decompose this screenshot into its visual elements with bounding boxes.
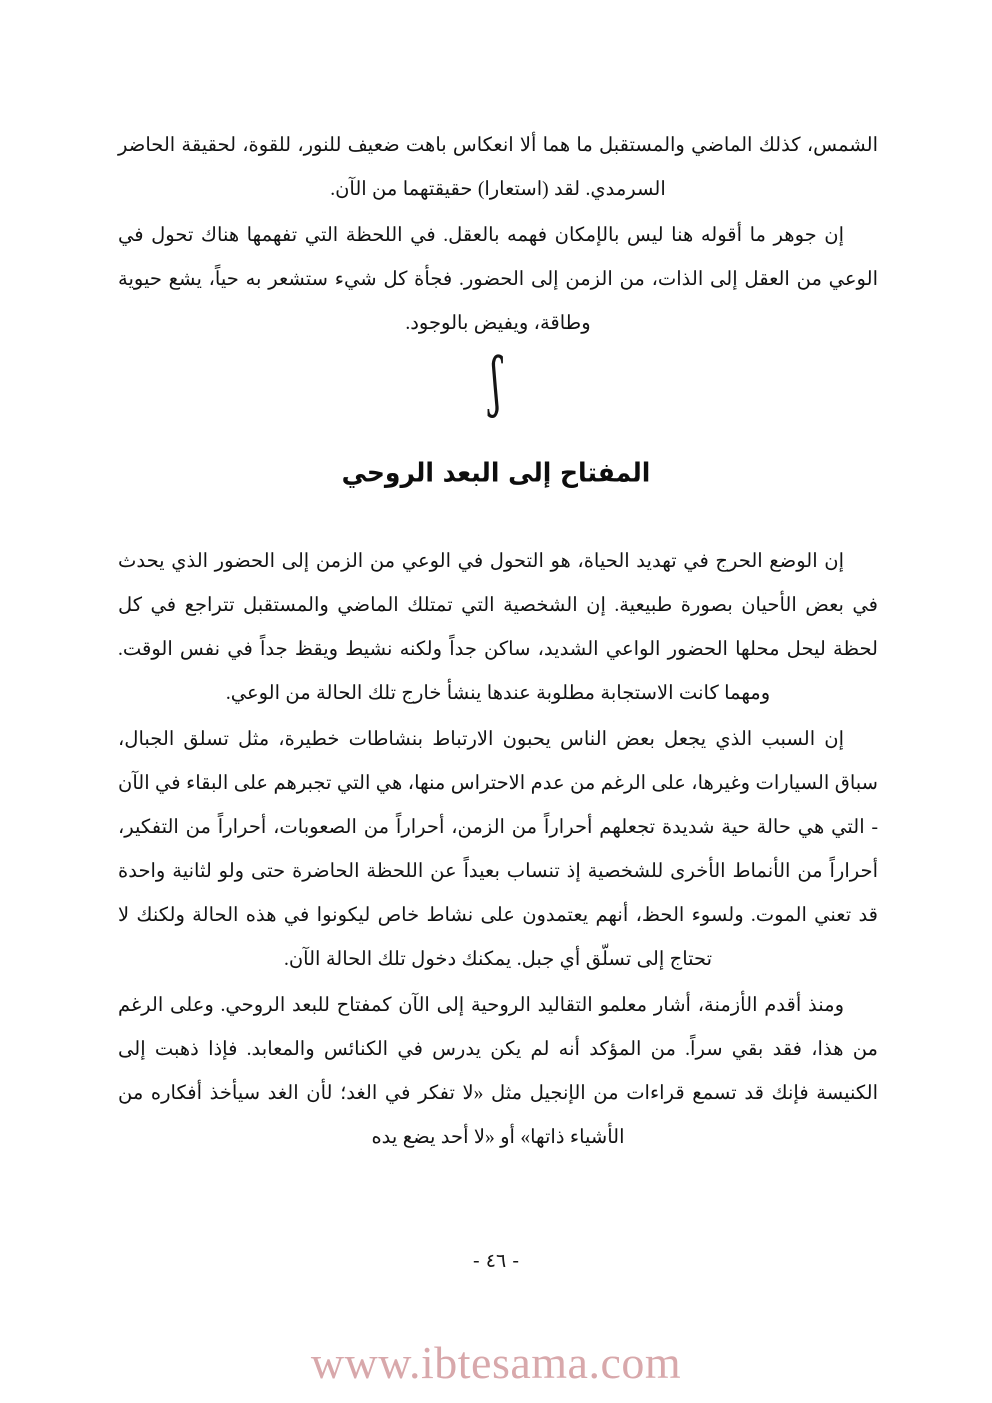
page-number: - ٤٦ - [472, 1250, 520, 1272]
page-text-block-lower [118, 540, 878, 1162]
calligraphic-divider-icon: ʃ [491, 342, 501, 420]
paragraph-2: إن جوهر ما أقوله هنا ليس بالإمكان فهمه بالعقل. في اللحظة التي تفهمها هناك تحول في الوعي من العقل إلى الذات، من الزمن إلى الحضور. فجأة كل شيء ستشعر به حياً، يشع حيوية وطاقة، ويفيض بالوجود. [118, 225, 878, 334]
section-ornament [0, 342, 992, 420]
section-heading [0, 458, 992, 487]
paragraph-4: إن السبب الذي يجعل بعض الناس يحبون الارتباط بنشاطات خطيرة، مثل تسلق الجبال، سباق السيارات وغيرها، على الرغم من عدم الاحتراس منها، هي التي تجبرهم على البقاء في الآن - التي هي حالة حية شديدة تجعلهم أحراراً من الزمن، أحراراً من الصعوبات، أحراراً من التفكير، أحراراً من الأنماط الأخرى للشخصية إذ تنساب بعيداً عن اللحظة الحاضرة حتى ولو لثانية واحدة قد تعني الموت. ولسوء الحظ، أنهم يعتمدون على نشاط خاص ليكونوا في هذه الحالة ولكنك لا تحتاج إلى تسلّق أي جبل. يمكنك دخول تلك الحالة الآن. [118, 729, 878, 970]
page-text-block [118, 124, 878, 348]
site-watermark: www.ibtesama.com [310, 1337, 682, 1388]
paragraph-3: إن الوضع الحرج في تهديد الحياة، هو التحول في الوعي من الزمن إلى الحضور الذي يحدث في بعض الأحيان بصورة طبيعية. إن الشخصية التي تمتلك الماضي والمستقبل تتراجع في كل لحظة ليحل محلها الحضور الواعي الشديد، ساكن جداً ولكنه نشيط ويقظ جداً في نفس الوقت. ومهما كانت الاستجابة مطلوبة عندها ينشأ خارج تلك الحالة من الوعي. [118, 551, 878, 704]
section-heading-text: المفتاح إلى البعد الروحي [341, 457, 651, 488]
paragraph-5: ومنذ أقدم الأزمنة، أشار معلمو التقاليد الروحية إلى الآن كمفتاح للبعد الروحي. وعلى الرغم من هذا، فقد بقي سراً. من المؤكد أنه لم يكن يدرس في الكنائس والمعابد. فإذا ذهبت إلى الكنيسة فإنك قد تسمع قراءات من الإنجيل مثل «لا تفكر في الغد؛ لأن الغد سيأخذ أفكاره من الأشياء ذاتها» أو «لا أحد يضع يده [118, 995, 878, 1148]
paragraph-1: الشمس، كذلك الماضي والمستقبل ما هما ألا انعكاس باهت ضعيف للنور، للقوة، لحقيقة الحاضر السرمدي. لقد (استعارا) حقيقتهما من الآن. [118, 135, 878, 200]
